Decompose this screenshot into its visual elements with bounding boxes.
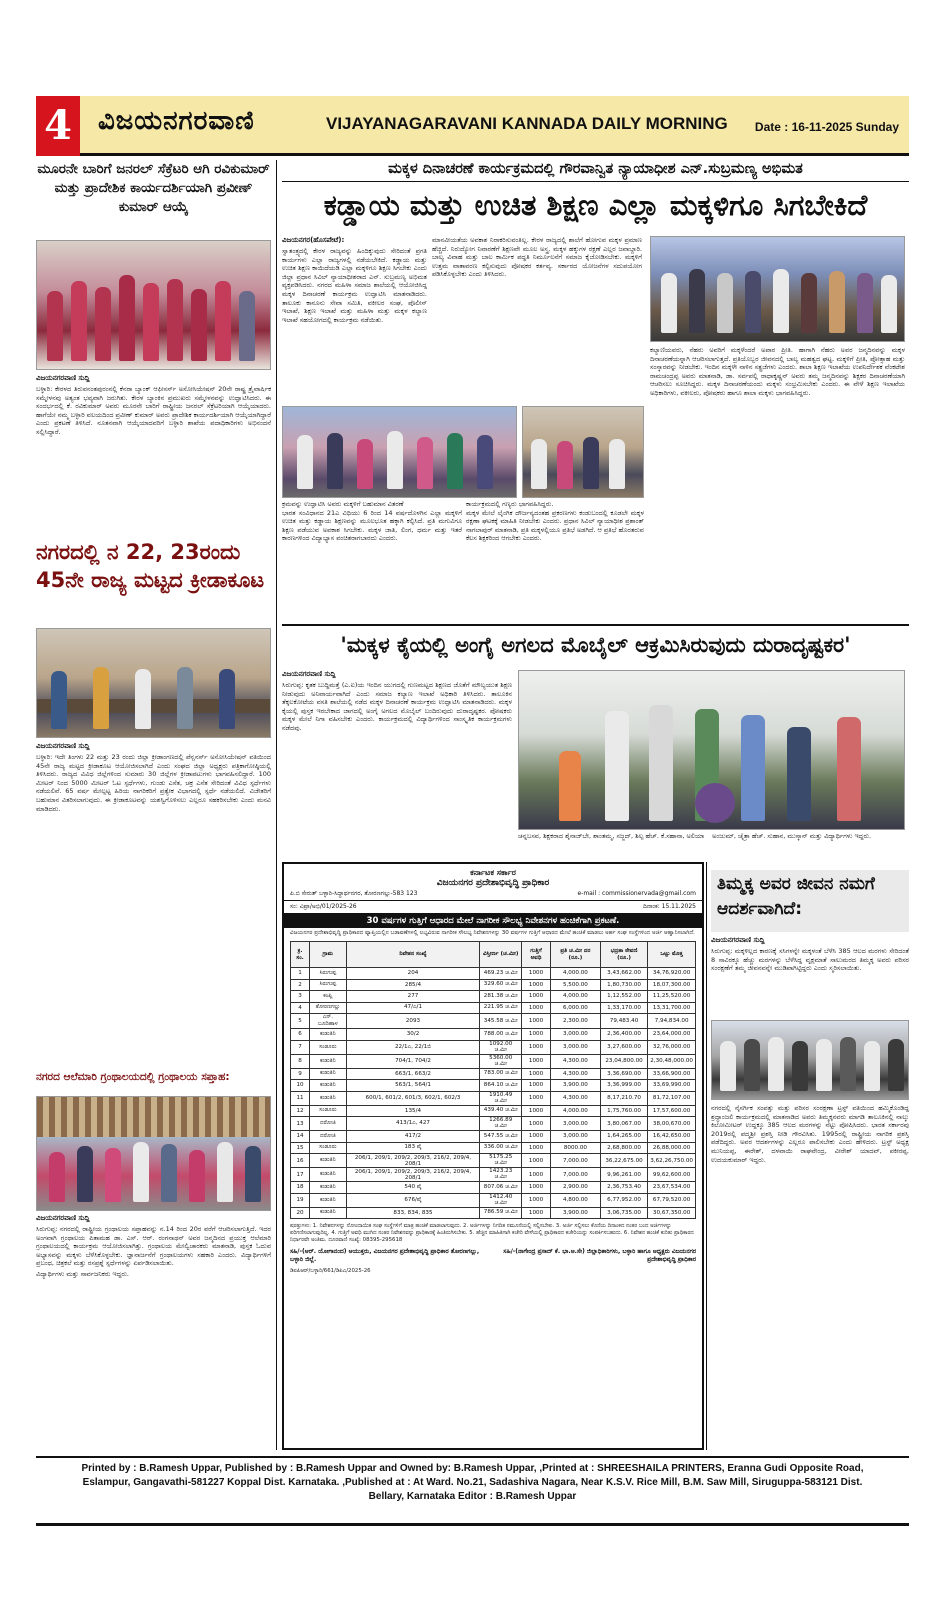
table-cell: 469.23 ಚ.ಮೀ	[480, 968, 522, 980]
table-cell: 11,25,520.00	[648, 991, 696, 1003]
masthead	[36, 96, 909, 156]
notice-banner: 30 ವರ್ಷಗಳ ಗುತ್ತಿಗೆ ಆಧಾರದ ಮೇಲೆ ನಾಗರೀಕ ಸೌಲಭ್ಯ ನಿವೇಶನಗಳ ಹಂಚಿಕೆಗಾಗಿ ಪ್ರಕಟಣೆ.	[284, 914, 702, 928]
table-cell: 6,77,952.00	[600, 1193, 647, 1207]
photo-children-group	[522, 406, 644, 498]
mobile-story-headline: 'ಮಕ್ಕಳ ಕೈಯಲ್ಲಿ ಅಂಗೈ ಅಗಲದ ಮೊಬೈಲ್ ಆಕ್ರಮಿಸಿರುವುದು ದುರಾದೃಷ್ಟಕರ'	[282, 624, 909, 664]
table-cell: 9	[291, 1068, 310, 1080]
table-cell: 204	[346, 968, 480, 980]
left-body-2: ಬಳ್ಳಾರಿ: ಇದೇ ತಿಂಗಳು 22 ಮತ್ತು 23 ರಂದು ಜಿಲ್ಲಾ ಕ್ರೀಡಾಂಗಣದಲ್ಲಿ ಪೆನ್ಷನರ್ಸ್ ಅಸೋಸಿಯೇಷನ್ ವತಿಯಿಂದ 45ನೇ ರಾಜ್ಯ ಮಟ್ಟದ ಕ್ರೀಡಾಕೂಟ ಆಯೋಜಿಸಲಾಗಿದೆ ಎಂದು ಸಂಘದ ಜಿಲ್ಲಾ ಅಧ್ಯಕ್ಷರು ಪತ್ರಿಕಾಗೋಷ್ಠಿಯಲ್ಲಿ ತಿಳಿಸಿದರು. ರಾಜ್ಯದ ವಿವಿಧ ಜಿಲ್ಲೆಗಳಿಂದ ಸುಮಾರು 30 ಜಿಲ್ಲೆಗಳ ಕ್ರೀಡಾಪಟುಗಳು ಭಾಗವಹಿಸಲಿದ್ದಾರೆ. 100 ಮೀಟರ್ ನಿಂದ 5000 ಮೀಟರ್ ಓಟ ಸ್ಪರ್ಧೆಗಳು, ಗುಂಡು ಎಸೆತ, ಚಕ್ರ ಎಸೆತ ಸೇರಿದಂತೆ ವಿವಿಧ ಸ್ಪರ್ಧೆಗಳು ನಡೆಯಲಿವೆ. 65 ವರ್ಷ ಮೇಲ್ಪಟ್ಟ ಹಿರಿಯ ನಾಗರಿಕರಿಗೆ ಪ್ರತ್ಯೇಕ ವಿಭಾಗದಲ್ಲಿ ಸ್ಪರ್ಧೆ ನಡೆಯಲಿದೆ. ವಿಜೇತರಿಗೆ ಬಹುಮಾನ ವಿತರಿಸಲಾಗುವುದು. ಈ ಕ್ರೀಡಾಕೂಟವನ್ನು ಯಶಸ್ವಿಗೊಳಿಸಲು ಎಲ್ಲರೂ ಸಹಕರಿಸಬೇಕು ಎಂದು ಮನವಿ ಮಾಡಿದರು.	[36, 753, 271, 813]
table-cell: 221.95 ಚ.ಮೀ	[480, 1002, 522, 1014]
right-story-a	[711, 936, 909, 1016]
table-cell: 1000	[522, 1080, 551, 1092]
notice-intro: ವಿಜಯನಗರ ಪ್ರದೇಶಾಭಿವೃದ್ಧಿ ಪ್ರಾಧಿಕಾರದ ವ್ಯಾಪ್ತಿಯಲ್ಲಿನ ಬಡಾವಣೆಗಳಲ್ಲಿ ಲಭ್ಯವಿರುವ ನಾಗರೀಕ ಸೌಲಭ್ಯ ನಿವೇಶನಗಳನ್ನು 30 ವರ್ಷಗಳ ಗುತ್ತಿಗೆ ಆಧಾರದ ಮೇಲೆ ಹಂಚಿಕೆ ಮಾಡಲು ಅರ್ಹ ಸಂಘ ಸಂಸ್ಥೆಗಳಿಂದ ಅರ್ಜಿ ಆಹ್ವಾನಿಸಲಾಗಿದೆ.	[290, 930, 695, 936]
photo-bank-conference	[36, 240, 271, 370]
table-cell: 1,33,170.00	[600, 1002, 647, 1014]
footer-line-1: Printed by : B.Ramesh Uppar, Published by : B.Ramesh Uppar and Owned by: B.Ramesh Uppar, ,Printed at : SHREESHAILA PRINTERS, Eranna Gudi Opposite Road,	[81, 1463, 864, 1474]
issue-date: Date : 16-11-2025 Sunday	[754, 120, 899, 134]
photo-childrens-day-school	[518, 670, 905, 830]
table-cell: 1910.49 ಚ.ಮೀ	[480, 1091, 522, 1105]
table-cell: 135/4	[346, 1105, 480, 1117]
table-cell: 1000	[522, 1207, 551, 1219]
notice-ref: ಸಂ: ವಿಪ್ರಾ/ಅಭಿ/01/2025-26	[290, 903, 357, 910]
table-cell: 6,000.00	[550, 1002, 600, 1014]
table-cell: 5360.00 ಚ.ಮೀ	[480, 1054, 522, 1068]
table-cell: 3,000.00	[550, 1117, 600, 1131]
mobile-story	[282, 670, 512, 856]
right-body-a: ಸಿರುಗುಪ್ಪ: ಮಕ್ಕಳಿಲ್ಲದ ಕಾರಣಕ್ಕೆ ಸಸಿಗಳನ್ನೇ ಮಕ್ಕಳಂತೆ ಬೆಳೆಸಿ 385 ಆಲದ ಮರಗಳು ಸೇರಿದಂತೆ 8 ಸಾವಿರಕ್ಕೂ ಹೆಚ್ಚು ಮರಗಳನ್ನು ಬೆಳೆಸಿದ್ದ ವೃಕ್ಷಮಾತೆ ಸಾಲುಮರದ ತಿಮ್ಮಕ್ಕ ಅವರು ಪರಿಸರ ಸಂರಕ್ಷಣೆಗೆ ತಮ್ಮ ಜೀವನವನ್ನೇ ಮುಡಿಪಾಗಿಟ್ಟಿದ್ದರು ಎಂದು ಸ್ಮರಿಸಲಾಯಿತು.	[711, 947, 909, 973]
table-cell: 1000	[522, 1054, 551, 1068]
left-byline-1: ವಿಜಯನಗರವಾಣಿ ಸುದ್ದಿ	[36, 374, 90, 382]
table-cell: 563/1, 564/1	[346, 1080, 480, 1092]
lead-column-b	[432, 236, 642, 402]
table-cell: 4,300.00	[550, 1054, 600, 1068]
table-cell: 6	[291, 1029, 310, 1041]
table-cell: 1000	[522, 1040, 551, 1054]
table-cell: 183 ಪೈ	[346, 1142, 480, 1154]
table-cell: ಕುಡುತಿನಿ	[310, 1207, 347, 1219]
table-row	[291, 1117, 696, 1131]
table-cell: 439.40 ಚ.ಮೀ	[480, 1105, 522, 1117]
table-cell: 4	[291, 1002, 310, 1014]
table-cell: 47/ಎ/1	[346, 1002, 480, 1014]
table-cell: 5,500.00	[550, 979, 600, 991]
lead-body-d: ಮಕ್ಕಳ ಮೇಲೆ ಲೈಂಗಿಕ ದೌರ್ಜನ್ಯದಂತಹ ಪ್ರಕರಣಗಳು ಕಂಡುಬಂದಲ್ಲಿ ಕೂಡಲೇ ಮಕ್ಕಳ ರಕ್ಷಣಾ ಘಟಕಕ್ಕೆ ಮಾಹಿತಿ ನೀಡಬೇಕು ಎಂದರು. ಪ್ರಧಾನ ಸಿವಿಲ್ ನ್ಯಾಯಾಧೀಶ ಪ್ರಶಾಂತ್ ನಾಗಲಾಪುರ್ ಮಾತನಾಡಿ, ಪ್ರತಿ ಮಕ್ಕಳಲ್ಲಿಯೂ ಪ್ರತಿಭೆ ಅಡಗಿದೆ. ಆ ಪ್ರತಿಭೆ ಹೊರತರುವ ಕೆಲಸ ಶಿಕ್ಷಕರಿಂದ ಆಗಬೇಕು ಎಂದರು.	[466, 508, 644, 543]
lead-column-c	[282, 500, 462, 620]
table-cell: 67,79,520.00	[648, 1193, 696, 1207]
table-cell: 4,300.00	[550, 1091, 600, 1105]
table-cell: 285/4	[346, 979, 480, 991]
table-row	[291, 968, 696, 980]
lead-headline: ಕಡ್ಡಾಯ ಮತ್ತು ಉಚಿತ ಶಿಕ್ಷಣ ಎಲ್ಲಾ ಮಕ್ಕಳಿಗೂ ಸಿಗಬೇಕಿದೆ	[323, 188, 868, 222]
table-row	[291, 1207, 696, 1219]
left-story-3	[36, 1214, 271, 1450]
table-cell: 413/1ಎ, 427	[346, 1117, 480, 1131]
notice-address-line	[284, 888, 702, 901]
footer-line-3: Bellary, Karnataka Editor : B.Ramesh Uppar	[368, 1491, 577, 1502]
table-cell: 1000	[522, 1154, 551, 1168]
table-cell: 23,67,534.00	[648, 1182, 696, 1194]
table-cell: 34,76,920.00	[648, 968, 696, 980]
table-cell: ಸಂಡೂರು	[310, 1142, 347, 1154]
table-cell: 1000	[522, 1002, 551, 1014]
table-cell: 99,62,600.00	[648, 1168, 696, 1182]
table-cell: 206/1, 209/1, 209/2, 209/3, 216/2, 209/4, 208/1	[346, 1168, 480, 1182]
lead-caption-group: ಕಾರ್ಯಕ್ರಮದಲ್ಲಿ ಗಣ್ಯರು ಭಾಗವಹಿಸಿದ್ದರು.	[466, 500, 554, 508]
photo-award-ceremony	[282, 406, 517, 498]
table-cell: 4,000.00	[550, 991, 600, 1003]
table-cell: 18	[291, 1182, 310, 1194]
table-cell: 5	[291, 1014, 310, 1029]
table-cell: 3,000.00	[550, 1040, 600, 1054]
table-cell: 12	[291, 1105, 310, 1117]
lead-column-e	[650, 346, 905, 616]
table-row	[291, 1142, 696, 1154]
table-row	[291, 1080, 696, 1092]
notice-office: ವಿಜಯನಗರ ಪ್ರದೇಶಾಭಿವೃದ್ಧಿ ಪ್ರಾಧಿಕಾರ	[436, 878, 550, 888]
table-cell: 1423.23 ಚ.ಮೀ	[480, 1168, 522, 1182]
table-row	[291, 1105, 696, 1117]
left-byline-3: ವಿಜಯನಗರವಾಣಿ ಸುದ್ದಿ	[36, 1214, 90, 1222]
table-cell: ದರೋಜಿ	[310, 1117, 347, 1131]
table-cell: 8000.00	[550, 1142, 600, 1154]
table-cell: 786.59 ಚ.ಮೀ	[480, 1207, 522, 1219]
table-row	[291, 1040, 696, 1054]
lead-body-a: ಸ್ವಾತಂತ್ರ್ಯದಲ್ಲಿ ಕೇರಳ ರಾಜ್ಯವನ್ನು ಹಿಂದಿಕ್ಕುವುದು ಸೇರಿದಂತೆ ಪ್ರಗತಿ ಕಾರ್ಯಗಳು ಎಲ್ಲಾ ರಾಜ್ಯಗಳಲ್ಲಿ ನಡೆಯಬೇಕಿದೆ. ಕಡ್ಡಾಯ ಮತ್ತು ಉಚಿತ ಶಿಕ್ಷಣ ಕಾಯಿದೆಯಡಿ ಎಲ್ಲಾ ಮಕ್ಕಳಿಗೂ ಶಿಕ್ಷಣ ಸಿಗಬೇಕು ಎಂದು ಜಿಲ್ಲಾ ಪ್ರಧಾನ ಸಿವಿಲ್ ನ್ಯಾಯಾಧೀಶರಾದ ಎನ್. ಸುಬ್ರಮಣ್ಯ ಅಭಿಮತ ವ್ಯಕ್ತಪಡಿಸಿದರು. ನಗರದ ಮಹಿಳಾ ಸಮಾಜ ಶಾಲೆಯಲ್ಲಿ ಆಯೋಜಿಸಿದ್ದ ಮಕ್ಕಳ ದಿನಾಚರಣೆ ಕಾರ್ಯಕ್ರಮ ಉದ್ಘಾಟಿಸಿ ಮಾತನಾಡಿದರು. ತಾಲೂಕು ಕಾನೂನು ಸೇವಾ ಸಮಿತಿ, ವಕೀಲರ ಸಂಘ, ಪೊಲೀಸ್ ಇಲಾಖೆ, ಶಿಕ್ಷಣ ಇಲಾಖೆ ಮತ್ತು ಮಹಿಳಾ ಮತ್ತು ಮಕ್ಕಳ ಕಲ್ಯಾಣ ಇಲಾಖೆ ಸಹಯೋಗದಲ್ಲಿ ಕಾರ್ಯಕ್ರಮ ನಡೆಯಿತು.	[282, 247, 427, 324]
table-cell: 1000	[522, 1014, 551, 1029]
table-row	[291, 1029, 696, 1041]
mobile-caption-left	[518, 832, 708, 860]
print-line-footer	[36, 1456, 909, 1526]
table-cell: 9,96,261.00	[600, 1168, 647, 1182]
table-cell: ಕುಡುತಿನಿ	[310, 1182, 347, 1194]
table-cell: 2,300.00	[550, 1014, 600, 1029]
table-cell: ಎನ್. ಬೂದಿಹಾಳ	[310, 1014, 347, 1029]
table-cell: 17	[291, 1168, 310, 1182]
table-header-cell: ಪ್ರತಿ ಚ.ಮೀ ದರ (ರೂ.)	[550, 942, 600, 968]
table-cell: 36,22,675.00	[600, 1154, 647, 1168]
table-cell: 81,72,107.00	[648, 1091, 696, 1105]
table-cell: ಕುಡುತಿನಿ	[310, 1029, 347, 1041]
paper-name-english: VIJAYANAGARAVANI KANNADA DAILY MORNING	[326, 114, 728, 133]
table-cell: 8	[291, 1054, 310, 1068]
mobile-caption-right	[712, 832, 905, 860]
table-cell: 1,12,552.00	[600, 991, 647, 1003]
table-cell: 23,04,800.00	[600, 1054, 647, 1068]
right-headline: ತಿಮ್ಮಕ್ಕ ಅವರ ಜೀವನ ನಮಗೆ ಆದರ್ಶವಾಗಿದೆ:	[711, 870, 909, 932]
table-cell: ಸಿರುಗುಪ್ಪ	[310, 979, 347, 991]
table-cell: 7,000.00	[550, 1154, 600, 1168]
table-cell: 5175.25 ಚ.ಮೀ	[480, 1154, 522, 1168]
table-cell: 16,42,650.00	[648, 1131, 696, 1143]
table-cell: 1000	[522, 1068, 551, 1080]
table-cell: 3,62,26,750.00	[648, 1154, 696, 1168]
table-row	[291, 1014, 696, 1029]
table-cell: ಕುಡುತಿನಿ	[310, 1193, 347, 1207]
table-cell: 13	[291, 1117, 310, 1131]
table-row	[291, 1193, 696, 1207]
table-cell: 15	[291, 1142, 310, 1154]
table-cell: 783.00 ಚ.ಮೀ	[480, 1068, 522, 1080]
lead-kicker: ಮಕ್ಕಳ ದಿನಾಚರಣೆ ಕಾರ್ಯಕ್ರಮದಲ್ಲಿ ಗೌರವಾನ್ವಿತ ನ್ಯಾಯಾಧೀಶ ಎನ್.ಸುಬ್ರಮಣ್ಯ ಅಭಿಮತ	[282, 158, 909, 182]
notice-code: ಡಿಐಪಿಆರ್/ಬಳ್ಳಾರಿ/661/ಡಿಪಿಎ/2025-26	[290, 1268, 371, 1275]
table-cell: 33,69,990.00	[648, 1080, 696, 1092]
left-caption-3: ವಿದ್ಯಾರ್ಥಿಗಳು ಮತ್ತು ಸಾರ್ವಜನಿಕರು ಇದ್ದರು.	[36, 1269, 129, 1278]
column-divider-left	[276, 160, 277, 1450]
table-cell: 1000	[522, 1193, 551, 1207]
table-row	[291, 1054, 696, 1068]
left-story-2	[36, 742, 271, 1066]
table-cell: 1000	[522, 1131, 551, 1143]
table-cell: 1000	[522, 1117, 551, 1131]
column-divider-right	[706, 862, 707, 1450]
plots-table-body	[291, 968, 696, 1219]
table-cell: ತೋರಣಗಲ್ಲು	[310, 1002, 347, 1014]
mobile-story-byline: ವಿಜಯನಗರವಾಣಿ ಸುದ್ದಿ	[282, 670, 336, 678]
table-cell: 11	[291, 1091, 310, 1105]
table-cell: 807.06 ಚ.ಮೀ	[480, 1182, 522, 1194]
table-cell: ಕುಡುತಿನಿ	[310, 1168, 347, 1182]
table-cell: ಕುಡುತಿನಿ	[310, 1068, 347, 1080]
table-cell: 4,000.00	[550, 1105, 600, 1117]
lead-body-b: ಮಾನವೀಯತೆಯ ಅವಕಾಶ ನಿರಾಕರಿಸುವಂತಿಲ್ಲ. ಕೇರಳ ರಾಜ್ಯದಲ್ಲಿ ಶಾಲೆಗೆ ಹೋಗುವ ಮಕ್ಕಳ ಪ್ರಮಾಣ ಹೆಚ್ಚಿದೆ. ನಿರುದ್ಯೋಗ ನಿವಾರಣೆಗೆ ಶಿಕ್ಷಣವೇ ಮೂಲ ಅಸ್ತ್ರ. ಮಕ್ಕಳ ಹಕ್ಕುಗಳ ರಕ್ಷಣೆ ಎಲ್ಲರ ಜವಾಬ್ದಾರಿ. ಬಾಲ್ಯ ವಿವಾಹ ಮತ್ತು ಬಾಲ ಕಾರ್ಮಿಕ ಪದ್ಧತಿ ನಿರ್ಮೂಲನೆಗೆ ಸಮಾಜ ಕೈಜೋಡಿಸಬೇಕು. ಮಕ್ಕಳಿಗೆ ಉತ್ತಮ ವಾತಾವರಣ ಕಲ್ಪಿಸುವುದು ಪೋಷಕರ ಕರ್ತವ್ಯ. ಸರ್ಕಾರದ ಯೋಜನೆಗಳ ಸದುಪಯೋಗ ಪಡಿಸಿಕೊಳ್ಳಬೇಕು ಎಂದು ತಿಳಿಸಿದರು.	[432, 236, 642, 279]
table-cell: 7	[291, 1040, 310, 1054]
left-headline-3: ನಗರದ ಆಲೆಮಾರಿ ಗ್ರಂಥಾಲಯದಲ್ಲಿ ಗ್ರಂಥಾಲಯ ಸಪ್ತಾಹ:	[36, 1071, 230, 1083]
table-cell: 22/1ಎ, 22/1ಬಿ	[346, 1040, 480, 1054]
table-cell: 3,900.00	[550, 1207, 600, 1219]
table-header-cell: ನಿವೇಶನ ಸಂಖ್ಯೆ	[346, 942, 480, 968]
table-cell: 1000	[522, 979, 551, 991]
left-headline-1: ಮೂರನೇ ಬಾರಿಗೆ ಜನರಲ್ ಸೆಕ್ರೆಟರಿ ಆಗಿ ರವಿಕುಮಾರ್ ಮತ್ತು ಪ್ರಾದೇಶಿಕ ಕಾರ್ಯದರ್ಶಿಯಾಗಿ ಪ್ರವೀಣ್ ಕುಮಾರ್ ಆಯ್ಕೆ	[37, 161, 270, 215]
table-cell: 1266.89 ಚ.ಮೀ	[480, 1117, 522, 1131]
notice-email: e-mail : commissionervada@gmail.com	[577, 890, 696, 897]
notice-signatures	[284, 1246, 702, 1266]
table-cell: 7,94,834.00	[648, 1014, 696, 1029]
mobile-story-body: ಸಿರುಗುಪ್ಪ: ಕೃತಕ ಬುದ್ಧಿಮತ್ತೆ (ಎ.ಐ)ಯ ಇಂದಿನ ಯುಗದಲ್ಲಿ ಗುಣಮಟ್ಟದ ಶಿಕ್ಷಣದ ಜೊತೆಗೆ ಮೌಲ್ಯಯುತ ಶಿಕ್ಷಣ ನೀಡುವುದು ಅನಿವಾರ್ಯವಾಗಿದೆ ಎಂದು ಸಮಾಜ ಕಲ್ಯಾಣ ಇಲಾಖೆ ಅಧಿಕಾರಿ ತಿಳಿಸಿದರು. ತಾಲೂಕಿನ ತೆಕ್ಕಲಕೋಟೆಯ ವಸತಿ ಶಾಲೆಯಲ್ಲಿ ನಡೆದ ಮಕ್ಕಳ ದಿನಾಚರಣೆ ಕಾರ್ಯಕ್ರಮ ಉದ್ಘಾಟಿಸಿ ಮಾತನಾಡಿದರು. ಮಕ್ಕಳ ಕೈಯಲ್ಲಿ ಪುಸ್ತಕ ಇರಬೇಕಾದ ಜಾಗದಲ್ಲಿ ಅಂಗೈ ಅಗಲದ ಮೊಬೈಲ್ ಬಂದಿರುವುದು ದುರಾದೃಷ್ಟಕರ. ಪೋಷಕರು ಮಕ್ಕಳ ಮೇಲೆ ನಿಗಾ ವಹಿಸಬೇಕು ಎಂದರು. ಕಾರ್ಯಕ್ರಮದಲ್ಲಿ ವಿದ್ಯಾರ್ಥಿಗಳಿಂದ ಸಾಂಸ್ಕೃತಿಕ ಕಾರ್ಯಕ್ರಮಗಳು ನಡೆದವು.	[282, 681, 512, 732]
mobile-caption-2: ಅಂಜುಮ್, ಚೈತ್ರಾ ಹೆಚ್. ಸುಹಾನ, ಮುಸ್ಕಾನ್ ಮತ್ತು ವಿದ್ಯಾರ್ಥಿಗಳು ಇದ್ದರು.	[712, 832, 872, 840]
table-cell: 3,000.00	[550, 1029, 600, 1041]
table-cell: 3,000.00	[550, 1131, 600, 1143]
table-row	[291, 979, 696, 991]
table-row	[291, 1131, 696, 1143]
table-cell: ಕುಡುತಿನಿ	[310, 1091, 347, 1105]
left-body-3: ಸಿರುಗುಪ್ಪ: ನಗರದಲ್ಲಿ ರಾಷ್ಟ್ರೀಯ ಗ್ರಂಥಾಲಯ ಸಪ್ತಾಹವನ್ನು ನ.14 ರಿಂದ 20ರ ವರೆಗೆ ಆಚರಿಸಲಾಗುತ್ತಿದೆ. ಇದರ ಅಂಗವಾಗಿ ಗ್ರಂಥಾಲಯ ಪಿತಾಮಹ ಡಾ. ಎಸ್. ಆರ್. ರಂಗನಾಥನ್ ಅವರ ಜನ್ಮದಿನದ ಪ್ರಯುಕ್ತ ಆಲೆಮಾರಿ ಗ್ರಂಥಾಲಯದಲ್ಲಿ ಕಾರ್ಯಕ್ರಮ ಆಯೋಜಿಸಲಾಗಿತ್ತು. ಗ್ರಂಥಾಲಯ ಮೇಲ್ವಿಚಾರಕರು ಮಾತನಾಡಿ, ಪುಸ್ತಕ ಓದುವ ಅಭ್ಯಾಸವನ್ನು ಮಕ್ಕಳು ಬೆಳೆಸಿಕೊಳ್ಳಬೇಕು. ಜ್ಞಾನಾರ್ಜನೆಗೆ ಗ್ರಂಥಾಲಯಗಳು ಸಹಕಾರಿ ಎಂದರು. ವಿದ್ಯಾರ್ಥಿಗಳಿಗೆ ಪ್ರಬಂಧ, ಚಿತ್ರಕಲೆ ಮತ್ತು ರಸಪ್ರಶ್ನೆ ಸ್ಪರ್ಧೆಗಳನ್ನು ಏರ್ಪಡಿಸಲಾಯಿತು.	[36, 1225, 271, 1268]
left-headline-2: ನಗರದಲ್ಲಿ ನ 22, 23ರಂದು 45ನೇ ರಾಜ್ಯ ಮಟ್ಟದ ಕ್ರೀಡಾಕೂಟ	[36, 540, 265, 592]
table-cell: 3,900.00	[550, 1080, 600, 1092]
right-byline: ವಿಜಯನಗರವಾಣಿ ಸುದ್ದಿ	[711, 936, 765, 944]
table-cell: 2,36,400.00	[600, 1029, 647, 1041]
table-cell: 417/2	[346, 1131, 480, 1143]
table-cell: 1,64,265.00	[600, 1131, 647, 1143]
lead-column-a	[282, 236, 427, 402]
notice-address: ಪಿ.ಬಿ ಸೇರುತ್ ಬಳ್ಳಾರಿ-ಸಿದ್ಧಾರ್ಥನಗರ, ತೋರಣಗಲ್ಲು-583 123	[290, 890, 418, 897]
table-row	[291, 1068, 696, 1080]
table-cell: 30/2	[346, 1029, 480, 1041]
table-cell: 1000	[522, 1029, 551, 1041]
table-cell: 18,07,300.00	[648, 979, 696, 991]
table-cell: ಕುಡುತಿನಿ	[310, 1080, 347, 1092]
table-cell: 206/1, 209/1, 209/2, 209/3, 216/2, 209/4, 208/1	[346, 1154, 480, 1168]
table-cell: 1,80,730.00	[600, 979, 647, 991]
photo-press-meet	[36, 628, 271, 738]
table-cell: 2,900.00	[550, 1182, 600, 1194]
table-cell: 1000	[522, 1142, 551, 1154]
notice-terms: ಷರತ್ತುಗಳು: 1. ನಿವೇಶನಗಳನ್ನು ನೋಂದಾಯಿತ ಸಂಘ ಸಂಸ್ಥೆಗಳಿಗೆ ಮಾತ್ರ ಹಂಚಿಕೆ ಮಾಡಲಾಗುವುದು. 2. ಅರ್ಜಿಗಳನ್ನು ನಿಗದಿತ ನಮೂನೆಯಲ್ಲಿ ಸಲ್ಲಿಸಬೇಕು. 3. ಅರ್ಜಿ ಸಲ್ಲಿಸಲು ಕೊನೆಯ ದಿನಾಂಕದ ನಂತರ ಬಂದ ಅರ್ಜಿಗಳನ್ನು ಪರಿಗಣಿಸಲಾಗುವುದಿಲ್ಲ. 4. ಗುತ್ತಿಗೆ ಅವಧಿ ಮುಗಿದ ನಂತರ ನಿವೇಶನವನ್ನು ಪ್ರಾಧಿಕಾರಕ್ಕೆ ಹಿಂತಿರುಗಿಸಬೇಕು. 5. ಹೆಚ್ಚಿನ ಮಾಹಿತಿಗಾಗಿ ಕಚೇರಿ ವೇಳೆಯಲ್ಲಿ ಪ್ರಾಧಿಕಾರದ ಕಚೇರಿಯನ್ನು ಸಂಪರ್ಕಿಸಬಹುದು. 6. ನಿವೇಶನ ಹಂಚಿಕೆ ಕುರಿತು ಪ್ರಾಧಿಕಾರದ ನಿರ್ಧಾರವೇ ಅಂತಿಮ. ದೂರವಾಣಿ ಸಂಖ್ಯೆ: 08395-295618	[290, 1223, 694, 1244]
table-cell: 1000	[522, 968, 551, 980]
table-cell: 4,800.00	[550, 1193, 600, 1207]
table-cell: 32,76,000.00	[648, 1040, 696, 1054]
table-row	[291, 1002, 696, 1014]
table-cell: 23,64,000.00	[648, 1029, 696, 1041]
table-cell: 281.38 ಚ.ಮೀ	[480, 991, 522, 1003]
table-cell: 4,000.00	[550, 968, 600, 980]
table-cell: 26,88,000.00	[648, 1142, 696, 1154]
table-cell: 336.00 ಚ.ಮೀ	[480, 1142, 522, 1154]
lead-column-d	[466, 500, 644, 620]
table-cell: 16	[291, 1154, 310, 1168]
table-cell: 663/1, 663/2	[346, 1068, 480, 1080]
table-cell: 2,68,800.00	[600, 1142, 647, 1154]
table-cell: 1092.00 ಚ.ಮೀ	[480, 1040, 522, 1054]
table-cell: 8,17,210.70	[600, 1091, 647, 1105]
table-cell: 3	[291, 991, 310, 1003]
table-cell: 3,36,690.00	[600, 1068, 647, 1080]
table-cell: 3,80,067.00	[600, 1117, 647, 1131]
table-cell: 13,31,700.00	[648, 1002, 696, 1014]
table-cell: ದರೋಜಿ	[310, 1131, 347, 1143]
table-cell: 833, 834, 835	[346, 1207, 480, 1219]
table-cell: 20	[291, 1207, 310, 1219]
photo-library-week	[36, 1096, 271, 1211]
notice-ref-line	[284, 901, 702, 914]
table-cell: 2	[291, 979, 310, 991]
table-cell: 676/ಪೈ	[346, 1193, 480, 1207]
table-cell: 1412.40 ಚ.ಮೀ	[480, 1193, 522, 1207]
table-cell: 3,06,735.00	[600, 1207, 647, 1219]
photo-tribute-event	[711, 1020, 909, 1100]
plots-table-header	[291, 942, 696, 968]
table-header-cell: ಗ್ರಾಮ	[310, 942, 347, 968]
table-cell: 277	[346, 991, 480, 1003]
table-cell: 3,36,999.00	[600, 1080, 647, 1092]
table-row	[291, 1168, 696, 1182]
right-body-b: ನಗರದಲ್ಲಿ ನೈಸರ್ಗಿಕ ಸಂಪತ್ತು ಮತ್ತು ಪರಿಸರ ಸಂರಕ್ಷಣಾ ಟ್ರಸ್ಟ್ ವತಿಯಿಂದ ಹಮ್ಮಿಕೊಂಡಿದ್ದ ಶ್ರದ್ಧಾಂಜಲಿ ಕಾರ್ಯಕ್ರಮದಲ್ಲಿ ಮಾತನಾಡಿದ ಅವರು ತಿಮ್ಮಕ್ಕನವರು ಮಾಗಡಿ ತಾಲೂಕಿನಲ್ಲಿ ನಾಲ್ಕು ಕಿಲೋಮೀಟರ್ ಉದ್ದಕ್ಕೂ 385 ಆಲದ ಮರಗಳನ್ನು ನೆಟ್ಟು ಪೋಷಿಸಿದರು. ಭಾರತ ಸರ್ಕಾರವು 2019ರಲ್ಲಿ ಪದ್ಮಶ್ರೀ ಪ್ರಶಸ್ತಿ ನೀಡಿ ಗೌರವಿಸಿತು. 1995ರಲ್ಲಿ ರಾಷ್ಟ್ರೀಯ ನಾಗರಿಕ ಪ್ರಶಸ್ತಿ ಪಡೆದಿದ್ದರು. ಅವರ ಆದರ್ಶಗಳನ್ನು ಎಲ್ಲರೂ ಪಾಲಿಸಬೇಕು ಎಂದು ಹೇಳಿದರು. ಟ್ರಸ್ಟ್ ಅಧ್ಯಕ್ಷ ಮುನಿಯಪ್ಪ, ಈರೇಶ್, ದಳವಾಯಿ ರಾಘವೇಂದ್ರ, ವೀರೇಶ್ ಯಾದವ್, ಪಕೀರಪ್ಪ, ಉದಯಕುಮಾರ್ ಇದ್ದರು.	[711, 1104, 909, 1164]
table-cell: 3,43,662.00	[600, 968, 647, 980]
table-cell: ಕುಡುತಿನಿ	[310, 1154, 347, 1168]
lead-byline: ವಿಜಯನಗರ(ಹೊಸಪೇಟೆ):	[282, 236, 345, 244]
table-cell: 2093	[346, 1014, 480, 1029]
table-cell: 14	[291, 1131, 310, 1143]
table-header-cell: ಗುತ್ತಿಗೆ ಅವಧಿ	[522, 942, 551, 968]
notice-sign-right: ಸಹಿ/-(ನಾಗೇಂದ್ರ ಪ್ರಸಾದ್ ಕೆ. ಭಾ.ಆ.ಸೇ) ಜಿಲ್ಲಾಧಿಕಾರಿಗಳು, ಬಳ್ಳಾರಿ ಹಾಗೂ ಅಧ್ಯಕ್ಷರು ವಿಜಯನಗರ ಪ್ರದೇಶಾಭಿವೃದ್ಧಿ ಪ್ರಾಧಿಕಾರ	[503, 1248, 696, 1264]
table-cell: 1000	[522, 1168, 551, 1182]
table-cell: ಸಂಡೂರು	[310, 1040, 347, 1054]
table-cell: 547.55 ಚ.ಮೀ	[480, 1131, 522, 1143]
table-row	[291, 991, 696, 1003]
table-row	[291, 1091, 696, 1105]
table-cell: ಕಂಪ್ಲಿ	[310, 991, 347, 1003]
mobile-caption-1: ಚನ್ನಬಸವ, ಶಿಕ್ಷಕರಾದ ಶೈನಾಜ್‌ಬೇ, ಶಾಂತಮ್ಮ, ಸಜ್ಜದ್, ಶಿಲ್ಪ ಹೆಚ್. ಕೆ.ಸಹಾನಾ, ಅಲಿಯಾ	[518, 832, 705, 840]
table-cell: 540 ಪೈ	[346, 1182, 480, 1194]
table-cell: 10	[291, 1080, 310, 1092]
left-story-1	[36, 374, 271, 534]
lead-body-e: ಕಲ್ಯಾಣಿಯವರು, ನೆಹರು ಅವರಿಗೆ ಮಕ್ಕಳೆಂದರೆ ಅಪಾರ ಪ್ರೀತಿ. ಹಾಗಾಗಿ ನೆಹರು ಅವರ ಜನ್ಮದಿನವನ್ನು ಮಕ್ಕಳ ದಿನಾಚರಣೆಯನ್ನಾಗಿ ಆಚರಿಸಲಾಗುತ್ತದೆ. ಪ್ರತಿಯೊಬ್ಬರ ಜೀವನದಲ್ಲಿ ಬಾಲ್ಯ ಮಹತ್ವದ ಘಟ್ಟ. ಮಕ್ಕಳಿಗೆ ಪ್ರೀತಿ, ಪ್ರೋತ್ಸಾಹ ಮತ್ತು ಸಂಸ್ಕಾರವನ್ನು ನೀಡಬೇಕು. ಇಂದಿನ ಮಕ್ಕಳೇ ನಾಳಿನ ಸತ್ಪ್ರಜೆಗಳು ಎಂದರು. ಶಾಲಾ ಶಿಕ್ಷಣ ಇಲಾಖೆಯ ಉಪನಿರ್ದೇಶಕ ವೆಂಕಟೇಶ ರಾಮಚಂದ್ರಪ್ಪ ಅವರು ಮಾತನಾಡಿ, ಡಾ. ಸರ್ವಪಲ್ಲಿ ರಾಧಾಕೃಷ್ಣನ್ ಅವರು ತಮ್ಮ ಜನ್ಮದಿನವನ್ನು ಶಿಕ್ಷಕರ ದಿನಾಚರಣೆಯಾಗಿ ಆಚರಿಸಲು ಸೂಚಿಸಿದ್ದರು. ಮಕ್ಕಳ ದಿನಾಚರಣೆಯಂದು ಮಕ್ಕಳು ಸಂಭ್ರಮಿಸಬೇಕು ಎಂದರು. ಈ ವೇಳೆ ಶಿಕ್ಷಣ ಇಲಾಖೆಯ ಅಧಿಕಾರಿಗಳು, ವಕೀಲರು, ಪೋಷಕರು ಹಾಗೂ ಶಾಲಾ ಮಕ್ಕಳು ಭಾಗವಹಿಸಿದ್ದರು.	[650, 346, 905, 397]
table-cell: 30,67,350.00	[648, 1207, 696, 1219]
table-header-cell: ಒಟ್ಟು ಮೊತ್ತ	[648, 942, 696, 968]
table-cell: 600/1, 601/2, 601/3, 602/1, 602/3	[346, 1091, 480, 1105]
table-cell: 2,36,753.40	[600, 1182, 647, 1194]
notice-sign-left: ಸಹಿ/-(ಆರ್. ಯೋಗಾನಂದ) ಆಯುಕ್ತರು, ವಿಜಯನಗರ ಪ್ರದೇಶಾಭಿವೃದ್ಧಿ ಪ್ರಾಧಿಕಾರ ತೋರಣಗಲ್ಲು, ಬಳ್ಳಾರಿ ಜಿಲ್ಲೆ.	[290, 1248, 480, 1264]
photo-dignitaries	[650, 236, 905, 342]
table-header-cell: ವಿಸ್ತೀರ್ಣ (ಚ.ಮೀ)	[480, 942, 522, 968]
table-cell: 864.10 ಚ.ಮೀ	[480, 1080, 522, 1092]
plots-table	[290, 941, 696, 1219]
lead-caption-award: ಕ್ರಮವನ್ನು ಉದ್ಘಾಟಿಸಿ ಅವರು ಮಕ್ಕಳಿಗೆ ಬಹುಮಾನ ವಿತರಣೆ	[282, 500, 404, 508]
table-header-cell: ಕ್ರ. ಸಂ.	[291, 942, 310, 968]
table-cell: 33,66,900.00	[648, 1068, 696, 1080]
left-body-1: ಬಳ್ಳಾರಿ: ಕೇರಳದ ತಿರುವನಂತಪುರಂನಲ್ಲಿ ಕೆನರಾ ಬ್ಯಾಂಕ್ ಆಫೀಸರ್ಸ್ ಅಸೋಸಿಯೇಷನ್ 20ನೇ ರಾಷ್ಟ್ರ ತ್ರೈವಾರ್ಷಿಕ ಸಮ್ಮೇಳನವು ಅತ್ಯಂತ ಭವ್ಯವಾಗಿ ಜರುಗಿತು. ಕೇರಳ ಬ್ಯಾಂಕಿನ ಪ್ರಮುಖರು ಸಮ್ಮೇಳನವನ್ನು ಉದ್ಘಾಟಿಸಿದರು. ಈ ಸಂದರ್ಭದಲ್ಲಿ ಕೆ. ರವಿಕುಮಾರ್ ಅವರು ಮೂರನೇ ಬಾರಿಗೆ ರಾಷ್ಟ್ರೀಯ ಜನರಲ್ ಸೆಕ್ರೆಟರಿಯಾಗಿ ಆಯ್ಕೆಯಾದರು. ಹಾಗೆಯೇ ನಮ್ಮ ಬಳ್ಳಾರಿ ವಲಯದಿಂದ ಪ್ರವೀಣ್ ಕುಮಾರ್ ಅವರು ಪ್ರಾದೇಶಿಕ ಕಾರ್ಯದರ್ಶಿಯಾಗಿ ಆಯ್ಕೆಯಾಗಿದ್ದಾರೆ ಎಂದು ಪ್ರಕಟಣೆ ತಿಳಿಸಿದೆ. ನೂತನವಾಗಿ ಆಯ್ಕೆಯಾದವರಿಗೆ ಬಳ್ಳಾರಿ ಶಾಖೆಯ ಪದಾಧಿಕಾರಿಗಳು ಅಭಿನಂದನೆ ಸಲ್ಲಿಸಿದ್ದಾರೆ.	[36, 385, 271, 436]
notice-date: ದಿನಾಂಕ: 15.11.2025	[643, 903, 696, 910]
table-cell: ಸಿರುಗುಪ್ಪ	[310, 968, 347, 980]
table-cell: ಸಂಡೂರು	[310, 1105, 347, 1117]
left-byline-2: ವಿಜಯನಗರವಾಣಿ ಸುದ್ದಿ	[36, 742, 90, 750]
table-cell: 1000	[522, 1091, 551, 1105]
table-row	[291, 1154, 696, 1168]
table-cell: 7,000.00	[550, 1168, 600, 1182]
table-cell: 79,483.40	[600, 1014, 647, 1029]
table-cell: 1,75,760.00	[600, 1105, 647, 1117]
footer-line-2: Eslampur, Gangavathi-581227 Koppal Dist. Karnataka. ,Published at : At Ward. No.21, Sadashiva Nagara, Near K.S.V. Rice Mill, B.M. Saw Mill, Siruguppa-583121 Dist.	[82, 1477, 863, 1488]
table-cell: 1	[291, 968, 310, 980]
notice-government: ಕರ್ನಾಟಕ ಸರ್ಕಾರ	[470, 868, 516, 877]
table-cell: 329.60 ಚ.ಮೀ	[480, 979, 522, 991]
table-cell: 1000	[522, 991, 551, 1003]
table-header-cell: ಭದ್ರತಾ ಠೇವಣಿ (ರೂ.)	[600, 942, 647, 968]
government-notice	[282, 862, 704, 1450]
table-cell: 788.00 ಚ.ಮೀ	[480, 1029, 522, 1041]
table-cell: 704/1, 704/2	[346, 1054, 480, 1068]
table-cell: 1000	[522, 1182, 551, 1194]
table-cell: 38,00,670.00	[648, 1117, 696, 1131]
table-cell: ಕುಡುತಿನಿ	[310, 1054, 347, 1068]
table-cell: 17,57,600.00	[648, 1105, 696, 1117]
table-cell: 345.58 ಚ.ಮೀ	[480, 1014, 522, 1029]
table-row	[291, 1182, 696, 1194]
table-cell: 4,300.00	[550, 1068, 600, 1080]
table-cell: 1000	[522, 1105, 551, 1117]
paper-name-kannada: ವಿಜಯನಗರವಾಣಿ	[98, 106, 255, 136]
right-story-b	[711, 1104, 909, 1450]
page-number: 4	[36, 96, 80, 156]
table-cell: 19	[291, 1193, 310, 1207]
table-cell: 3,27,600.00	[600, 1040, 647, 1054]
lead-body-c: ಭಾರತ ಸಂವಿಧಾನದ 21ಎ ವಿಧಿಯು 6 ರಿಂದ 14 ವರ್ಷದೊಳಗಿನ ಎಲ್ಲಾ ಮಕ್ಕಳಿಗೆ ಉಚಿತ ಮತ್ತು ಕಡ್ಡಾಯ ಶಿಕ್ಷಣವನ್ನು ಮೂಲಭೂತ ಹಕ್ಕಾಗಿ ಕಲ್ಪಿಸಿದೆ. ಪ್ರತಿ ಮಗುವಿಗೂ ಶಿಕ್ಷಣ ಪಡೆಯುವ ಅವಕಾಶ ಸಿಗಬೇಕು. ಮಕ್ಕಳ ಜಾತಿ, ಲಿಂಗ, ಧರ್ಮ ಮತ್ತು ಇತರೆ ಕಾರಣಗಳಿಂದ ವಿದ್ಯಾಭ್ಯಾಸ ವಂಚಿತರಾಗಬಾರದು ಎಂದರು.	[282, 508, 462, 543]
table-cell: 2,30,48,000.00	[648, 1054, 696, 1068]
